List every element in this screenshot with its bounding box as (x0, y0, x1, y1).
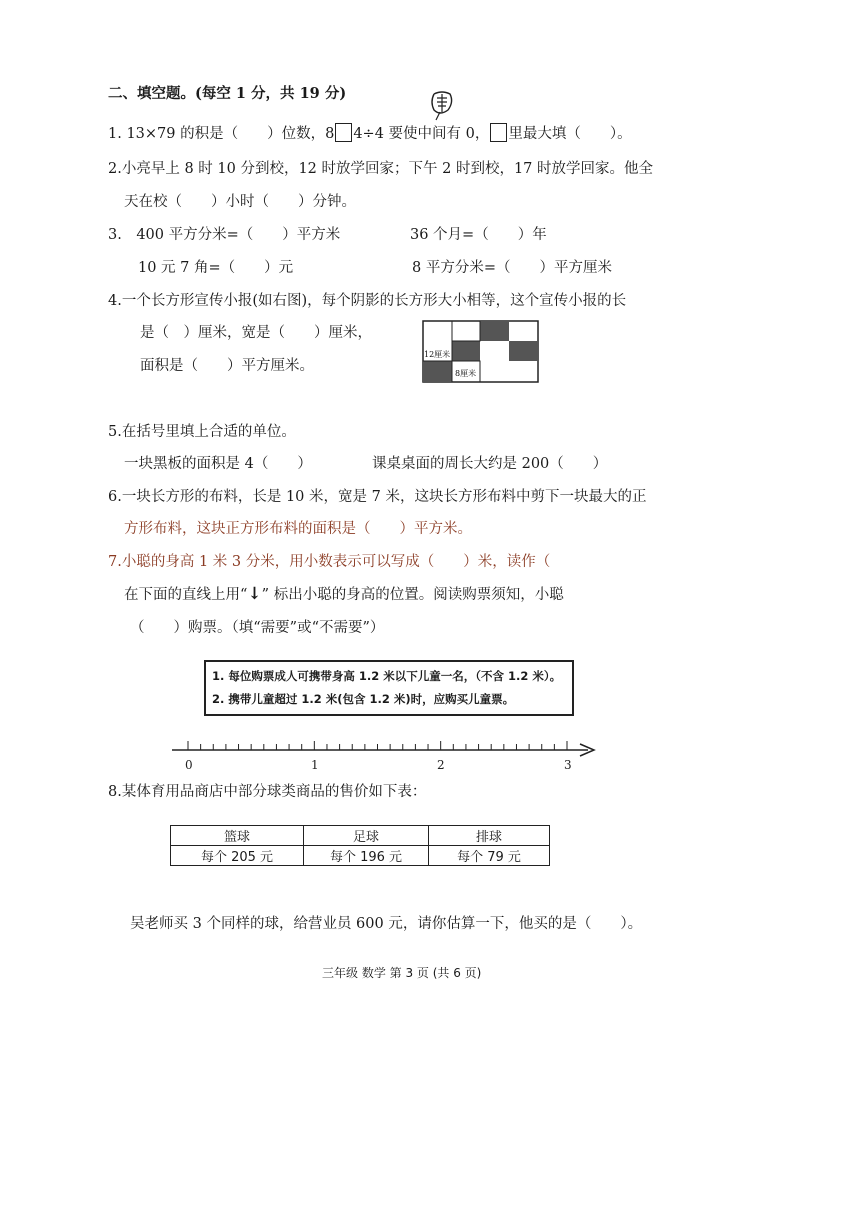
header-football: 足球 (304, 826, 429, 846)
price-volleyball: 每个 79 元 (429, 846, 550, 866)
question-5-a: 一块黑板的面积是 4（ ） (124, 456, 312, 472)
price-table (170, 825, 550, 866)
question-2-line2: 天在校（ ）小时（ ）分钟。 (124, 194, 356, 210)
tick-label-2: 2 (437, 758, 445, 772)
question-5-b: 课桌桌面的周长大约是 200（ ） (372, 456, 608, 472)
notice-line-2: 2. 携带儿童超过 1.2 米(包含 1.2 米)时，应购买儿童票。 (212, 692, 515, 706)
q1-text-a: 1. 13×79 的积是（ ）位数，8 (108, 126, 335, 142)
question-4-line2: 是（ ）厘米，宽是（ ）厘米， (140, 325, 372, 341)
notice-line-1: 1. 每位购票成人可携带身高 1.2 米以下儿童一名，（不含 1.2 米）。 (212, 669, 562, 683)
number-line (170, 738, 600, 772)
tick-label-1: 1 (311, 758, 319, 772)
header-volleyball: 排球 (429, 826, 550, 846)
q1-text-b: 4÷4 要使中间有 0， (353, 126, 490, 142)
question-5-line1: 5.在括号里填上合适的单位。 (108, 424, 296, 440)
label-8cm: 8厘米 (455, 369, 477, 378)
question-4-line1: 4.一个长方形宣传小报(如右图)，每个阴影的长方形大小相等，这个宣传小报的长 (108, 293, 627, 309)
tick-label-0: 0 (185, 758, 193, 772)
question-7-line3: （ ）购票。（填“需要”或“不需要”） (130, 620, 385, 636)
question-6-line2: 方形布料，这块正方形布料的面积是（ ）平方米。 (124, 521, 472, 537)
question-7-line2 (124, 583, 564, 604)
price-football: 每个 196 元 (304, 846, 429, 866)
question-1 (108, 122, 632, 143)
question-7-line1: 7.小聪的身高 1 米 3 分米，用小数表示可以写成（ ）米，读作（ (108, 554, 551, 570)
question-8-question: 吴老师买 3 个同样的球，给营业员 600 元，请你估算一下，他买的是（ ）。 (130, 916, 643, 932)
question-4-line3: 面积是（ ）平方厘米。 (140, 358, 314, 374)
q1-text-c: 里最大填（ ）。 (508, 126, 632, 142)
q7-text-b: ” 标出小聪的身高的位置。阅读购票须知，小聪 (261, 587, 564, 603)
question-3-b: 36 个月=（ ）年 (410, 227, 547, 243)
poster-figure (422, 320, 540, 384)
question-3-c: 10 元 7 角=（ ）元 (138, 260, 294, 276)
down-arrow-icon: ↓ (247, 584, 262, 604)
question-3-a: 3. 400 平方分米=（ ）平方米 (108, 227, 341, 243)
blank-box[interactable] (490, 123, 507, 142)
tick-label-3: 3 (564, 758, 572, 772)
price-basketball: 每个 205 元 (171, 846, 304, 866)
question-8-line1: 8.某体育用品商店中部分球类商品的售价如下表： (108, 784, 427, 800)
question-6-line1: 6.一块长方形的布料，长是 10 米，宽是 7 米，这块长方形布料中剪下一块最大的正 (108, 489, 647, 505)
page-footer: 三年级 数学 第 3 页 (共 6 页) (322, 966, 482, 980)
section-title: 二、填空题。(每空 1 分，共 19 分) (108, 85, 347, 102)
blank-box[interactable] (335, 123, 352, 142)
label-12cm: 12厘米 (424, 350, 451, 359)
header-basketball: 篮球 (171, 826, 304, 846)
question-2-line1: 2.小亮早上 8 时 10 分到校，12 时放学回家；下午 2 时到校，17 时放学回家。他全 (108, 161, 654, 177)
table-row (171, 846, 550, 866)
table-header-row (171, 826, 550, 846)
q7-text-a: 在下面的直线上用“ (124, 587, 248, 603)
ticket-notice (204, 660, 574, 716)
handwritten-mark-icon (428, 88, 456, 122)
question-3-d: 8 平方分米=（ ）平方厘米 (412, 260, 612, 276)
